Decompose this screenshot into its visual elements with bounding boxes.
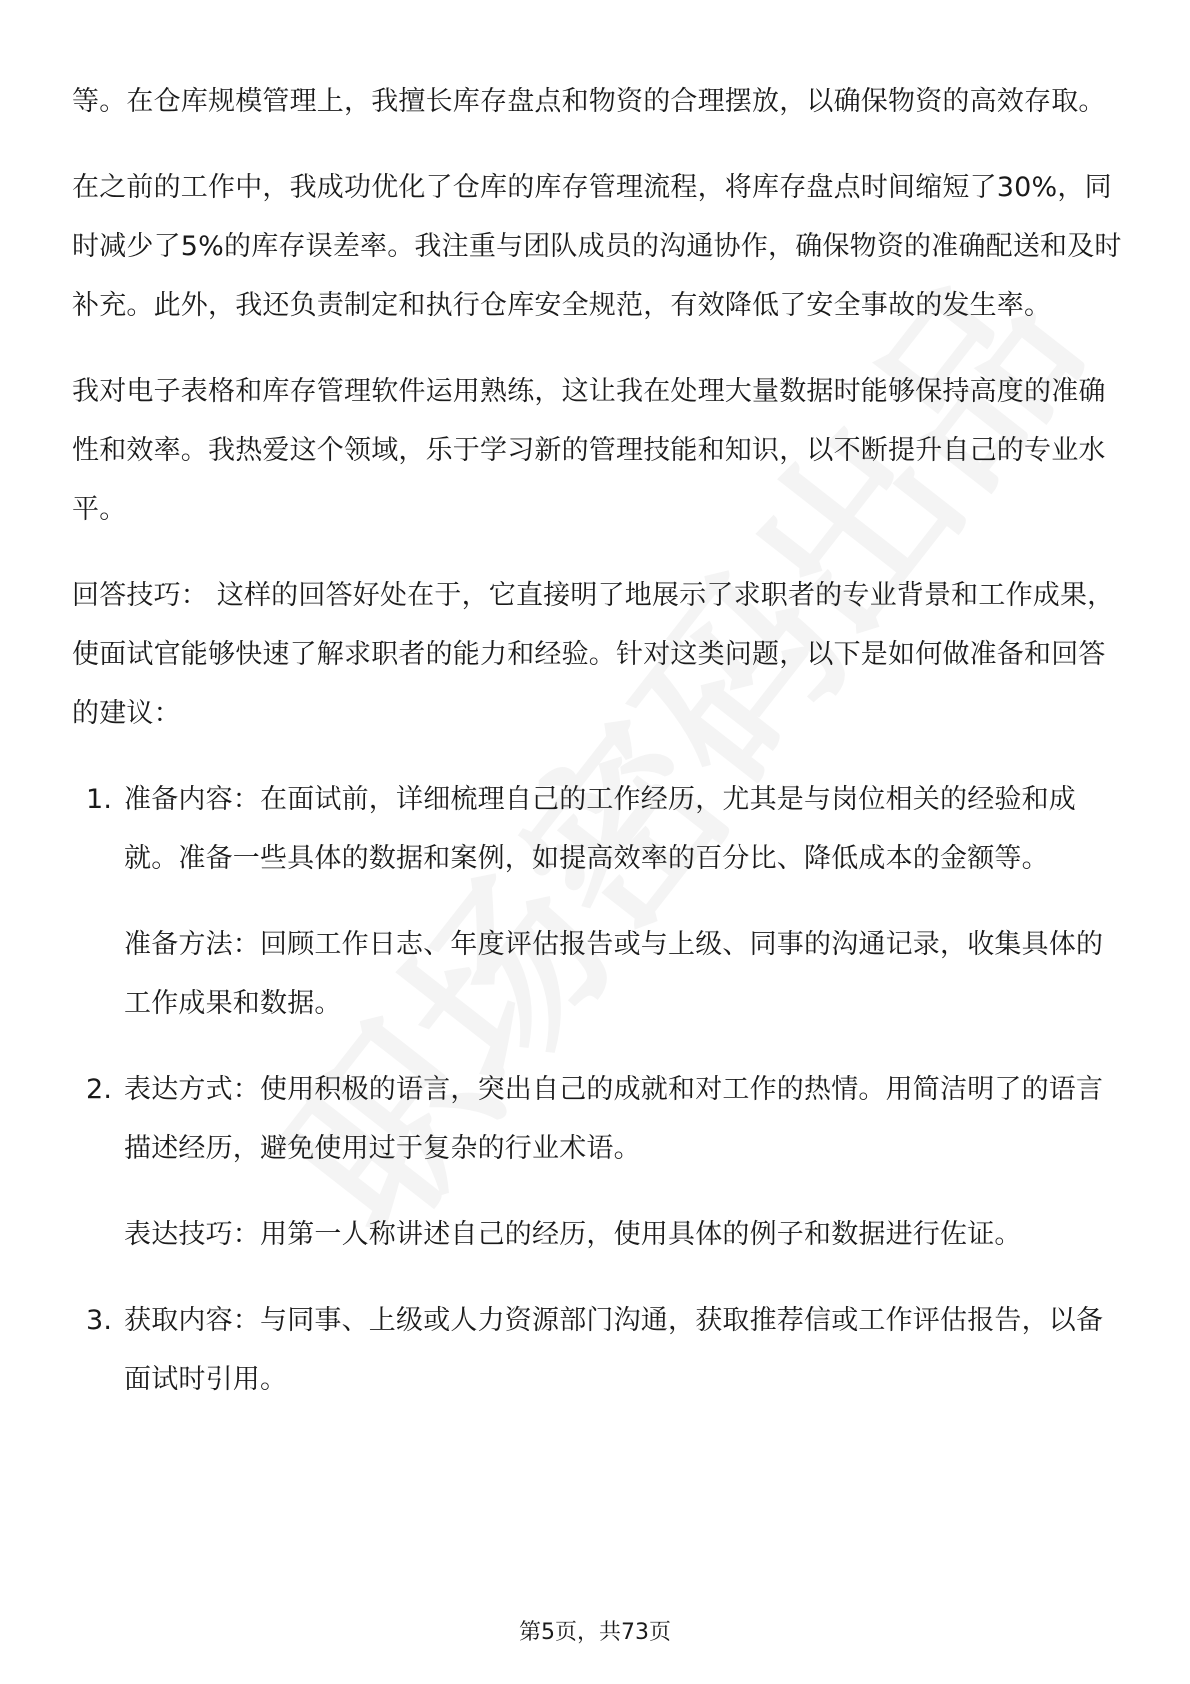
paragraph-2: 在之前的工作中，我成功优化了仓库的库存管理流程，将库存盘点时间缩短了30%，同时减少了5%的库存误差率。我注重与团队成员的沟通协作，确保物资的准确配送和及时补充。此外，我还负责制定和执行仓库安全规范，有效降低了安全事故的发生率。 bbox=[72, 172, 1122, 321]
document-body bbox=[72, 72, 1122, 1436]
paragraph-3: 我对电子表格和库存管理软件运用熟练，这让我在处理大量数据时能够保持高度的准确性和效率。我热爱这个领域，乐于学习新的管理技能和知识，以不断提升自己的专业水平。 bbox=[72, 376, 1106, 525]
page-footer: 第5页，共73页 bbox=[519, 1620, 671, 1645]
list-item-1-sub: 准备方法：回顾工作日志、年度评估报告或与上级、同事的沟通记录，收集具体的工作成果和数据。 bbox=[124, 929, 1104, 1019]
list-number: 3. bbox=[86, 1305, 113, 1336]
list-number: 2. bbox=[86, 1074, 113, 1105]
list-item-3 bbox=[72, 1291, 1122, 1409]
paragraph-1: 等。在仓库规模管理上，我擅长库存盘点和物资的合理摆放，以确保物资的高效存取。 bbox=[72, 86, 1106, 117]
list-item-1 bbox=[72, 770, 1122, 888]
paragraph-answer-tips: 回答技巧： 这样的回答好处在于，它直接明了地展示了求职者的专业背景和工作成果，使面试官能够快速了解求职者的能力和经验。针对这类问题，以下是如何做准备和回答的建议： bbox=[72, 580, 1115, 729]
list-item-text: 表达方式：使用积极的语言，突出自己的成就和对工作的热情。用简洁明了的语言描述经历，避免使用过于复杂的行业术语。 bbox=[124, 1074, 1104, 1164]
list-item-2-sub: 表达技巧：用第一人称讲述自己的经历，使用具体的例子和数据进行佐证。 bbox=[124, 1219, 1022, 1250]
list-item-text: 准备内容：在面试前，详细梳理自己的工作经历，尤其是与岗位相关的经验和成就。准备一些具体的数据和案例，如提高效率的百分比、降低成本的金额等。 bbox=[124, 784, 1076, 874]
list-item-2 bbox=[72, 1060, 1122, 1178]
list-item-text: 获取内容：与同事、上级或人力资源部门沟通，获取推荐信或工作评估报告，以备面试时引用。 bbox=[124, 1305, 1104, 1395]
list-number: 1. bbox=[86, 784, 113, 815]
